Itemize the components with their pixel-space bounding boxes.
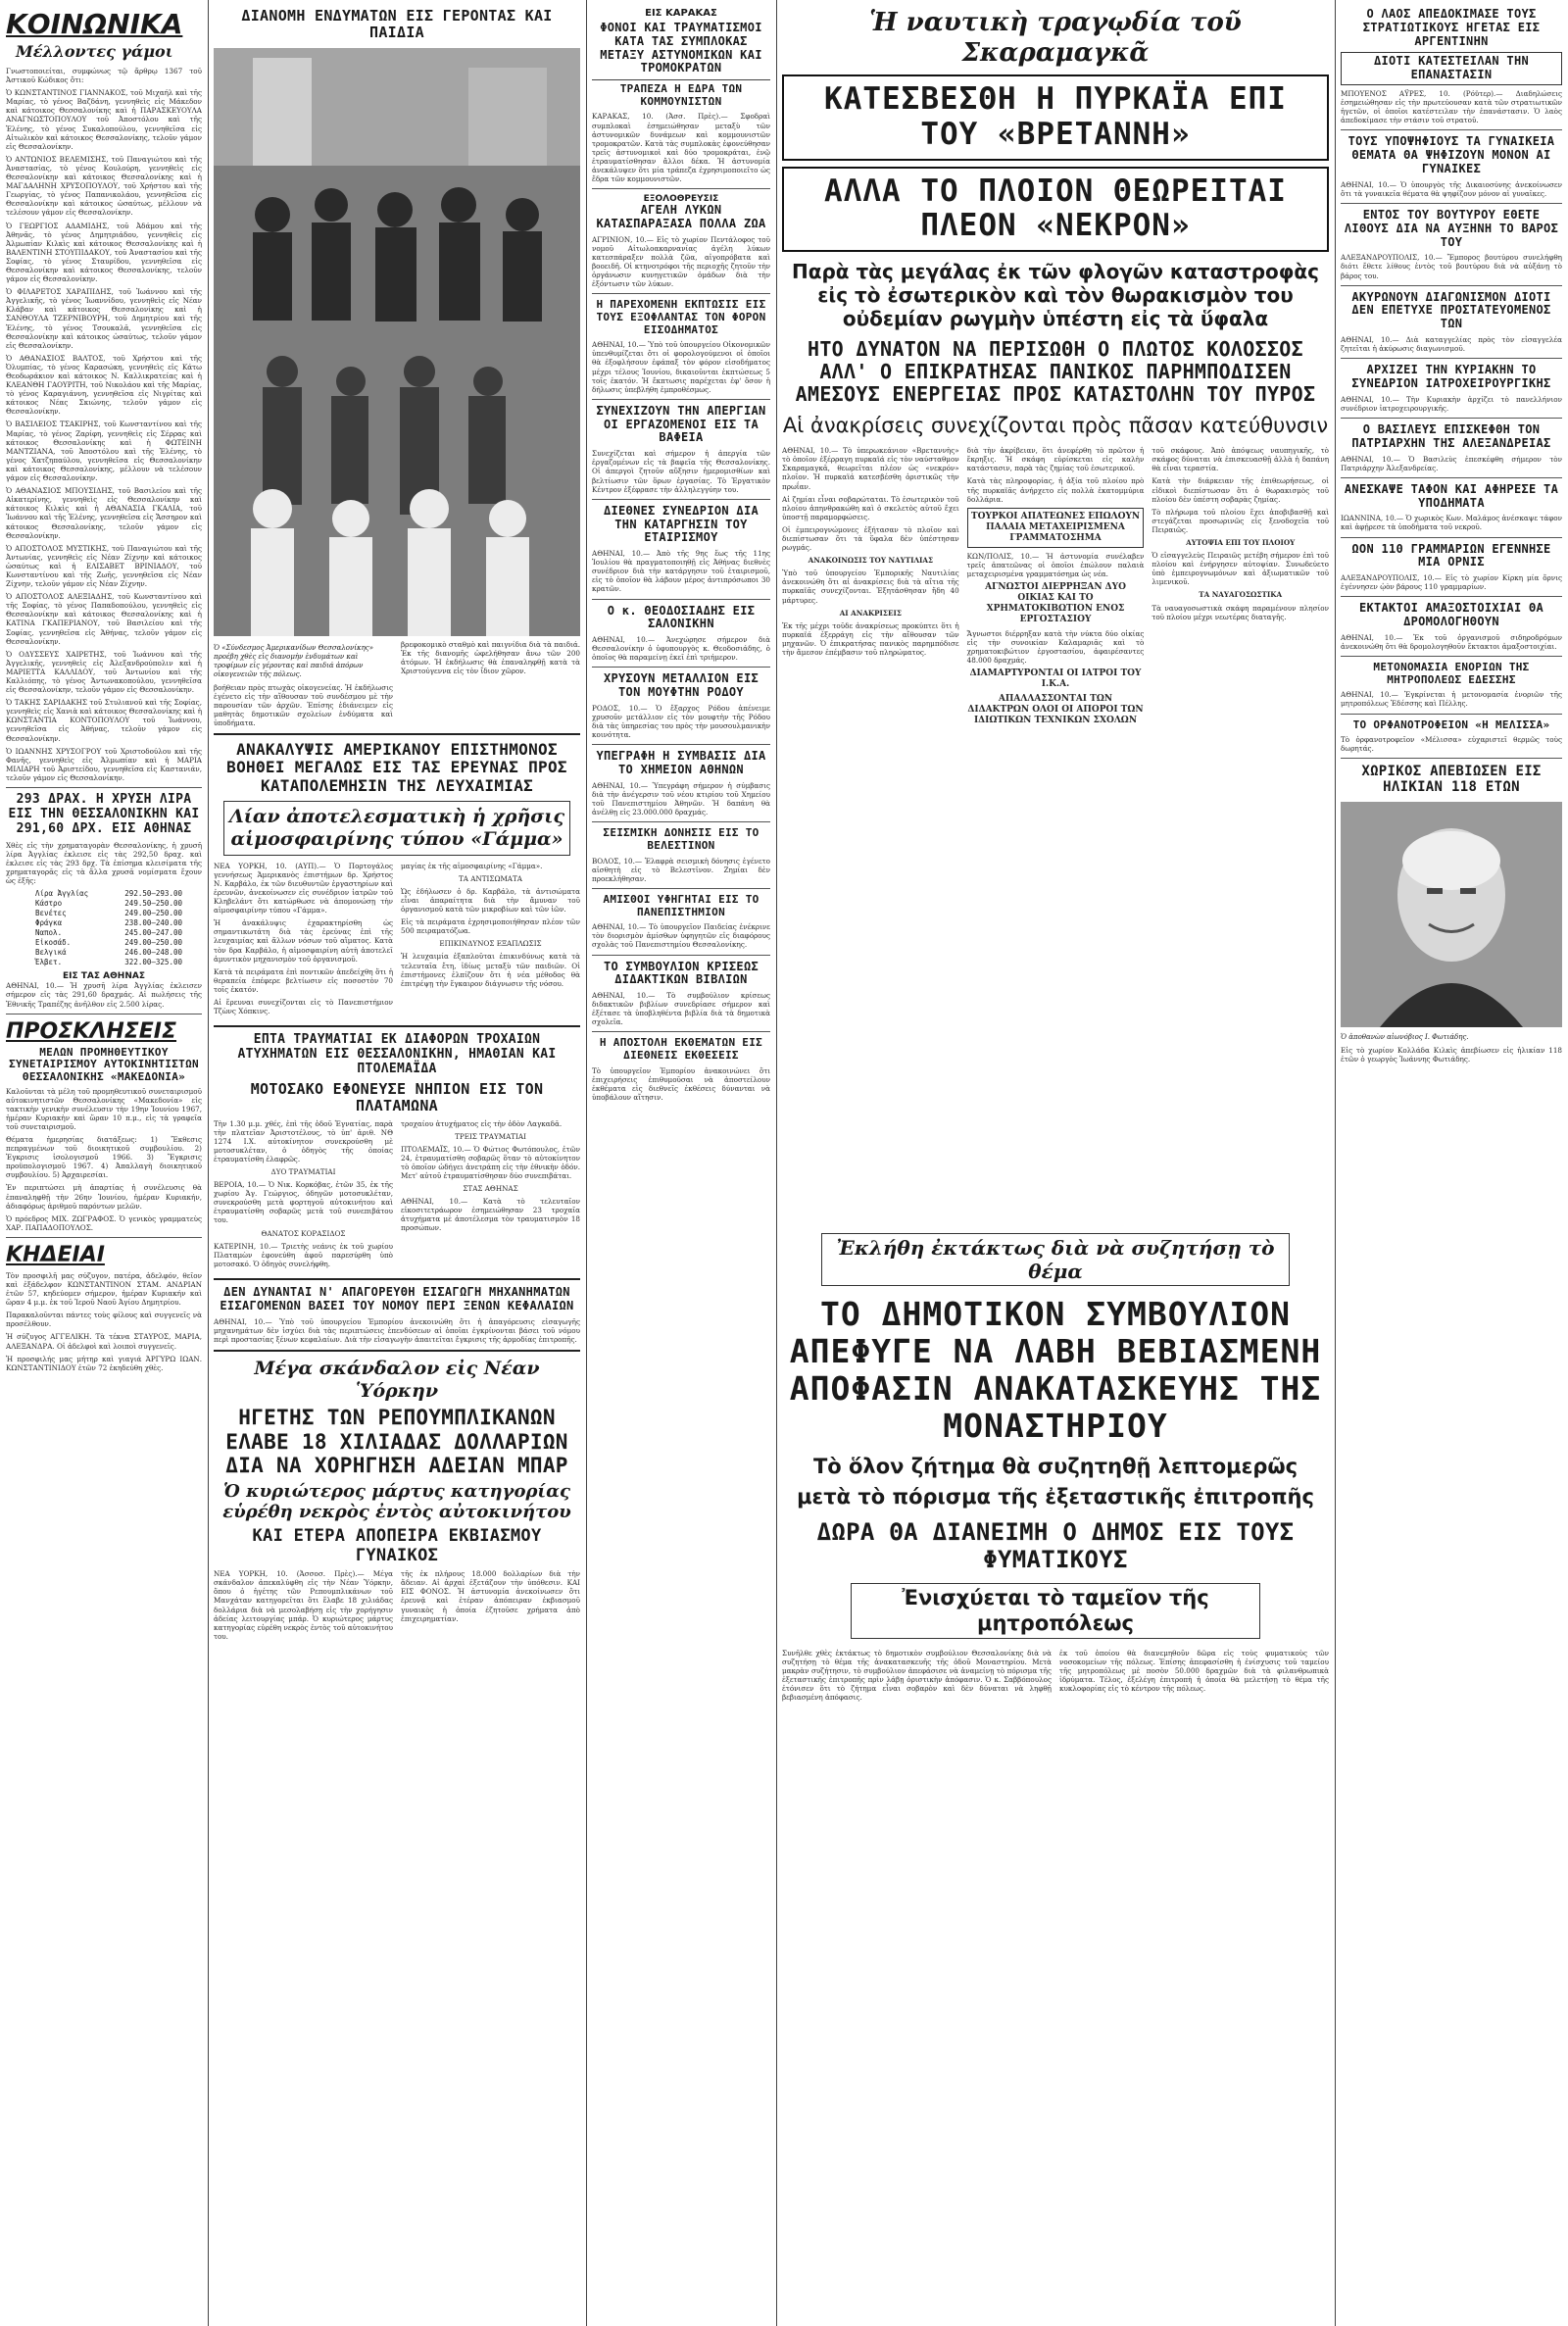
council-subtitle-2: μετὰ τὸ πόρισμα τῆς ἐξεταστικῆς ἐπιτροπῆς: [797, 1484, 1314, 1509]
price-row: Εἰκοσάδ. 249.00—250.00: [35, 938, 182, 948]
gold-body: Χθὲς εἰς τὴν χρηματαγορὰν Θεσσαλονίκης, ἡ χρυσῆ λίρα Ἀγγλίας ἐκλεισε εἰς τὰς 292,50 δραχ. καὶ ἐκλεισε εἰς τὰς 293 δρχ. Τὰ ἐπίσημα κλεισίματα τῆς χρηματαγορᾶς εἰς τὰ ἄλλα χρυσᾶ νομίσματα ἔχουν ὡς ἑξῆς:: [6, 840, 202, 886]
leukemia-body-left: ΝΕΑ ΥΟΡΚΗ, 10. (ΑΥΠ).— Ὁ Πορτογάλος γεννήσεως Ἀμερικανὸς ἐπιστήμων δρ. Χρήστος Ν. Καρβάλο, ἐκ τῶν διευθυντῶν ἐργαστηρίων καὶ ἐρευνῶν, ἀνεκοίνωσεν εἰς συνέδριον ἰατρῶν τοῦ Κληβελάντ ὅτι κατώρθωσε νὰ ἀπομονώσῃ τὴν αἱμοσφαιρίνην τύπου «Γάμμα». Ἡ ἀνακάλυψις ἐχαρακτηρίσθη ὡς σημαντικωτάτη διὰ τὰς ἐρεύνας ἐπὶ τῆς λευχαιμίας καὶ ἄλλων νόσων τοῦ αἵματος. Κατὰ τὸν δρα Καρβάλο, ἡ αἱμοσφαιρίνη αὐτὴ ἀποτελεῖ ἀμυντικὸν μηχανισμὸν τοῦ ὀργανισμοῦ. Κατὰ τὰ πειράματα ἐπὶ ποντικῶν ἀπεδείχθη ὅτι ἡ θεραπεία ἐπέφερε βελτίωσιν εἰς ποσοστὸν 70 τοῖς ἑκατόν. Αἱ ἔρευναι συνεχίζονται εἰς τὸ Πανεπιστήμιον Τζὼνς Χόπκινς.: [214, 861, 393, 1016]
farmer-caption: Ὁ ἀποθανὼν αἰωνόβιος Ι. Φωτιάδης.: [1341, 1032, 1469, 1041]
congress-headline: ΑΡΧΙΖΕΙ ΤΗΝ ΚΥΡΙΑΚΗΝ ΤΟ ΣΥΝΕΔΡΙΟΝ ΙΑΤΡΟΧΕΙΡΟΥΡΓΙΚΗΣ: [1351, 363, 1551, 390]
divider: [592, 293, 770, 294]
caracas-subtitle: ΤΡΑΠΕΖΑ Η ΕΔΡΑ ΤΩΝ ΚΟΜΜΟΥΝΙΣΤΩΝ: [592, 79, 770, 108]
farmer-headline: ΧΩΡΙΚΟΣ ΑΠΕΒΙΩΣΕΝ ΕΙΣ ΗΛΙΚΙΑΝ 118 ΕΤΩΝ: [1361, 764, 1542, 796]
attempt-headline: ΚΑΙ ΕΤΕΡΑ ΑΠΟΠΕΙΡΑ ΕΚΒΙΑΣΜΟΥ ΓΥΝΑΙΚΟΣ: [252, 1526, 542, 1565]
moto-headline: ΜΟΤΟΣΑΚΟ ΕΦΟΝΕΥΣΕ ΝΗΠΙΟΝ ΕΙΣ ΤΟΝ ΠΛΑΤΑΜΩΝΑ: [250, 1080, 544, 1115]
divider: [592, 667, 770, 668]
divider: [1341, 656, 1562, 657]
vehicles-headline: ΔΕΝ ΔΥΝΑΝΤΑΙ Ν' ΑΠΑΓΟΡΕΥΘΗ ΕΙΣΑΓΩΓΗ ΜΗΧΑΝΗΜΑΤΩΝ ΕΙΣΑΓΟΜΕΝΩΝ ΒΑΣΕΙ ΤΟΥ ΝΟΜΟΥ ΠΕΡΙ ΞΕΝΩΝ ΚΕΦΑΛΑΙΩΝ: [220, 1284, 574, 1312]
accidents-headline: ΕΠΤΑ ΤΡΑΥΜΑΤΙΑΙ ΕΚ ΔΙΑΦΟΡΩΝ ΤΡΟΧΑΙΩΝ ΑΤΥΧΗΜΑΤΩΝ ΕΙΣ ΘΕΣΣΑΛΟΝΙΚΗΝ, ΗΜΑΘΙΑΝ ΚΑΙ ΠΤΟΛΕΜΑΪΔΑ: [237, 1032, 557, 1077]
theodosiadis-body: ΑΘΗΝΑΙ, 10.— Ἀνεχώρησε σήμερον διὰ Θεσσαλονίκην ὁ ὑφυπουργὸς κ. Θεοδοσιάδης, ὁ ὁποῖος θὰ παραμείνῃ ἐκεῖ ἐπὶ τριήμερον.: [592, 635, 770, 663]
divider: [592, 744, 770, 745]
divider: [6, 1014, 202, 1015]
divider: [214, 1025, 580, 1027]
council-headline: ΤΟ ΔΗΜΟΤΙΚΟΝ ΣΥΜΒΟΥΛΙΟΝ ΑΠΕΦΥΓΕ ΝΑ ΛΑΒΗ ΒΕΒΙΑΣΜΕΝΗ ΑΠΟΦΑΣΙΝ ΑΝΑΚΑΤΑΣΚΕΥΗΣ ΤΗΣ ΜΟΝΑΣΤΗΡΙΟΥ: [789, 1295, 1322, 1445]
butter-body: ΑΛΕΞΑΝΔΡΟΥΠΟΛΙΣ, 10.— Ἔμπορος βουτύρου συνελήφθη διότι ἔθετε λίθους ἐντὸς τοῦ βουτύρου διὰ νὰ αὐξάνῃ τὸ βάρος του.: [1341, 253, 1562, 280]
section-title-funerals: ΚΗΔΕΙΑΙ: [6, 1242, 105, 1267]
council-story: [782, 1233, 1329, 1702]
leukemia-subtitle: Λίαν ἀποτελεσματικὴ ἡ χρῆσις αἱμοσφαιρίνης τύπου «Γάμμα»: [223, 801, 570, 856]
section-title-invitations: ΠΡΟΣΚΛΗΣΕΙΣ: [6, 1018, 177, 1044]
argentina-body: ΜΠΟΥΕΝΟΣ ΑΫΡΕΣ, 10. (Ρόϋτερ).— Διαδηλώσεις ἐσημειώθησαν εἰς τὴν πρωτεύουσαν κατὰ τῶν στρατιωτικῶν ἡγετῶν, οἱ ὁποῖοι κατέστειλαν τὴν ἐπανάστασιν. Ὁ λαὸς ἀπεδοκίμασε τὴν στάσιν τοῦ στρατοῦ.: [1341, 88, 1562, 125]
scandal-body-right: τῆς ἐκ πλήρους 18.000 δολλαρίων διὰ τὴν ἄδειαν. Αἱ ἀρχαὶ ἐξετάζουν τὴν ὑπόθεσιν. ΚΑΙ ΕΙΣ ΦΟΝΟΣ. Ἡ ἀστυνομία ἀνεκοίνωσεν ὅτι ἐρευνᾷ καὶ ἑτέραν ἀπόπειραν ἐκβιασμοῦ γυναικὸς ἡ ὁποία ἐζητοῦσε χρήματα ἀπὸ ἐπιχειρηματίαν.: [401, 1569, 580, 1623]
main-headline-2: ΑΛΛΑ ΤΟ ΠΛΟΙΟΝ ΘΕΩΡΕΙΤΑΙ ΠΛΕΟΝ «ΝΕΚΡΟΝ»: [824, 173, 1287, 244]
rabies-body: ΑΘΗΝΑΙ, 10.— Ἀπὸ τῆς 9ης ἕως τῆς 11ης Ἰουλίου θὰ πραγματοποιηθῇ εἰς Ἀθήνας διεθνὲς συνέδριον διὰ τὴν κατάργησιν τοῦ ἑταιρισμοῦ, εἰς τὸ ὁποῖον θὰ λάβουν μέρος ἀντιπρόσωποι 30 κρατῶν.: [592, 549, 770, 594]
funerals-body: Τὸν προσφιλῆ μας σύζυγον, πατέρα, ἀδελφόν, θεῖον καὶ ἐξάδελφον ΚΩΝΣΤΑΝΤΙΝΟΝ ΣΤΑΜ. ΑΝΔΡΙΑΝ ἐτῶν 57, κηδεύομεν σήμερον, ἡμέραν Κυριακήν καὶ ὥραν 4 μ.μ. ἐκ τοῦ Ἱεροῦ Ναοῦ Ἁγίου Δημητρίου. Παρακαλοῦνται πάντες τοὺς φίλους καὶ συγγενεῖς νὰ προσέλθουν. Ἡ σύζυγος ΑΓΓΕΛΙΚΗ. Τὰ τέκνα ΣΤΑΥΡΟΣ, ΜΑΡΙΑ, ΑΛΕΞΑΝΔΡΑ. Οἱ ἀδελφοὶ καὶ λοιποὶ συγγενεῖς. Ἡ προσφιλής μας μήτηρ καὶ γιαγιά ἈΡΓΥΡΩ ΙΩΑΝ. ΚΩΝΣΤΑΝΤΙΝΙΔΟΥ ἐτῶν 72 ἐκηδεύθη χθὲς.: [6, 1270, 202, 1372]
divider: [592, 188, 770, 189]
main-headline-3: ΗΤΟ ΔΥΝΑΤΟΝ ΝΑ ΠΕΡΙΣΩΘΗ Ο ΠΛΩΤΟΣ ΚΟΛΟΣΣΟΣ ΑΛΛ' Ο ΕΠΙΚΡΑΤΗΣΑΣ ΠΑΝΙΚΟΣ ΠΑΡΗΜΠΟΔΙΣΕΝ ΑΜΕΣΟΥΣ ΕΝΕΡΓΕΙΑΣ ΠΡΟΣ ΚΑΤΑΣΤΟΛΗΝ ΤΟΥ ΠΥΡΟΣ: [795, 336, 1316, 406]
theodosiadis-headline: Ο κ. ΘΕΟΔΟΣΙΑΔΗΣ ΕΙΣ ΣΑΛΟΝΙΚΗΝ: [607, 603, 756, 631]
divider: [1341, 129, 1562, 130]
council-kicker: Ἐκλήθη ἐκτάκτως διὰ νὰ συζητήσῃ τὸ θέμα: [821, 1233, 1290, 1286]
scandal-text: [214, 1569, 580, 1641]
divider: [592, 888, 770, 889]
athens-subtitle: ΕΙΣ ΤΑΣ ΑΘΗΝΑΣ: [63, 971, 145, 982]
strikes-body: Συνεχίζεται καὶ σήμερον ἡ ἀπεργία τῶν ἐργαζομένων εἰς τὰ βαφεῖα τῆς Θεσσαλονίκης. Οἱ ἀπεργοὶ ζητοῦν αὔξησιν ἡμερομισθίων καὶ βελτίωσιν τῶν ὅρων ἐργασίας. Τὸ Ἐργατικὸν Κέντρον ἐξέφρασε τὴν ἀλληλεγγύην του.: [592, 449, 770, 494]
main-body-col-b: διὰ τὴν ἀκρίβειαν, ὅτι ἀνεφέρθη τὸ πρῶτον ἡ ἔκρηξις. Ἡ σκάφη εὑρίσκεται εἰς καλὴν κατάστασιν, παρὰ τὰς ζημίας τοῦ ἐσωτερικοῦ. Κατὰ τὰς πληροφορίας, ἡ ἀξία τοῦ πλοίου πρὸ τῆς πυρκαϊᾶς ἀνήρχετο εἰς πολλὰ ἑκατομμύρια δολλάρια. ΤΟΥΡΚΟΙ ΑΠΑΤΕΩΝΕΣ ΕΠΩΛΟΥΝ ΠΑΛΑΙΑ ΜΕΤΑΧΕΙΡΙΣΜΕΝΑ ΓΡΑΜΜΑΤΟΣΗΜΑ ΚΩΝ/ΠΟΛΙΣ, 10.— Ἡ ἀστυνομία συνέλαβεν τρεῖς ἀπατεῶνας οἱ ὁποῖοι ἐπώλουν παλαιὰ μεταχειρισμένα γραμματόσημα ὡς νέα. ΑΓΝΩΣΤΟΙ ΔΙΕΡΡΗΞΑΝ ΔΥΟ ΟΙΚΙΑΣ ΚΑΙ ΤΟ ΧΡΗΜΑΤΟΚΙΒΩΤΙΟΝ ΕΝΟΣ ΕΡΓΟΣΤΑΣΙΟΥ Ἄγνωστοι διέρρηξαν κατὰ τὴν νύκτα δύο οἰκίας εἰς τὴν συνοικίαν Καλαμαριᾶς καὶ τὸ χρηματοκιβώτιον ἐργοστασίου, ἀφαιρέσαντες 48.000 δραχμάς. ΔΙΑΜΑΡΤΥΡΟΝΤΑΙ ΟΙ ΙΑΤΡΟΙ ΤΟΥ Ι.Κ.Α. ΑΠΑΛΛΑΣΣΟΝΤΑΙ ΤΩΝ ΔΙΔΑΚΤΡΩΝ ΟΛΟΙ ΟΙ ΑΠΟΡΟΙ ΤΩΝ ΙΔΙΩΤΙΚΩΝ ΤΕΧΝΙΚΩΝ ΣΧΟΛΩΝ: [966, 446, 1145, 726]
wolves-kicker: ΕΞΟΛΟΘΡΕΥΣΙΣ: [643, 194, 719, 205]
main-headline-1: ΚΑΤΕΣΒΕΣΘΗ Η ΠΥΡΚΑΪΑ ΕΠΙ ΤΟΥ «ΒΡΕΤΑΝΝΗ»: [824, 81, 1287, 153]
scandal-subtitle: Μέγα σκάνδαλον εἰς Νέαν Ὑόρκην: [254, 1357, 540, 1402]
divider: [1341, 714, 1562, 715]
athens-body: ΑΘΗΝΑΙ, 10.— Ἡ χρυσῆ λίρα Ἀγγλίας ἐκλεισεν σήμερον εἰς τὰς 291,60 δραχμάς. Αἱ πωλήσεις τῆς Ἐθνικῆς Τραπέζης ἀνῆλθον εἰς 2.500 λίρας.: [6, 981, 202, 1009]
distribution-body-left: βοήθειαν πρὸς πτωχὰς οἰκογενείας. Ἡ ἐκδήλωσις ἐγένετο εἰς τὴν αἴθουσαν τοῦ συνδέσμου μὲ τὴν παρουσίαν τῶν ἀρχῶν. Ἐπίσης ἐδιάνειμεν εἰς μαθητὰς δημοτικῶν σχολείων ἐνδύματα καὶ ὑποδήματα.: [214, 682, 393, 727]
quake-body: ΒΟΛΟΣ, 10.— Ἐλαφρὰ σεισμικὴ δόνησις ἐγένετο αἰσθητὴ εἰς τὸ Βελεστῖνον. Ζημίαι δὲν προεκλήθησαν.: [592, 856, 770, 883]
tax-headline: Η ΠΑΡΕΧΟΜΕΝΗ ΕΚΠΤΩΣΙΣ ΕΙΣ ΤΟΥΣ ΕΞΟΦΛΑΝΤΑΣ ΤΟΝ ΦΟΡΟΝ ΕΙΣΟΔΗΜΑΤΟΣ: [596, 298, 766, 336]
divider: [1341, 285, 1562, 286]
section-title-social: ΚΟΙΝΩΝΙΚΑ: [6, 8, 183, 40]
main-subtitle-2: Αἱ ἀνακρίσεις συνεχίζονται πρὸς πᾶσαν κατεύθυνσιν: [782, 413, 1329, 437]
women-body: ΑΘΗΝΑΙ, 10.— Ὁ ὑπουργὸς τῆς Δικαιοσύνης ἀνεκοίνωσεν ὅτι τὰ γυναικεῖα θέματα θὰ ψηφίζουν μόνον αἱ γυναῖκες.: [1341, 179, 1562, 198]
melissa-headline: ΤΟ ΟΡΦΑΝΟΤΡΟΦΕΙΟΝ «Η ΜΕΛΙΣΣΑ»: [1352, 718, 1550, 731]
photo-elderly-man-image: [1341, 802, 1562, 1027]
photo-distribution: [214, 48, 580, 636]
divider: [214, 1350, 580, 1352]
quake-headline: ΣΕΙΣΜΙΚΗ ΔΟΝΗΣΙΣ ΕΙΣ ΤΟ ΒΕΛΕΣΤΙΝΟΝ: [603, 826, 760, 853]
chemistry-headline: ΥΠΕΓΡΑΦΗ Η ΣΥΜΒΑΣΙΣ ΔΙΑ ΤΟ ΧΗΜΕΙΟΝ ΑΘΗΝΩΝ: [596, 749, 766, 777]
king-body: ΑΘΗΝΑΙ, 10.— Ὁ Βασιλεὺς ἐπεσκέφθη σήμερον τὸν Πατριάρχην Ἀλεξανδρείας.: [1341, 454, 1562, 472]
medal-body: ΡΟΔΟΣ, 10.— Ὁ ἔξαρχος Ρόδου ἀπένειμε χρυσοῦν μετάλλιον εἰς τὸν μουφτὴν τῆς Ρόδου διὰ τὰς ὑπηρεσίας του πρὸς τὴν μουσουλμανικὴν κοινότητα.: [592, 704, 770, 740]
price-row: Κάστρο 249.50—250.00: [35, 899, 182, 909]
weddings-subtitle: Μέλλοντες γάμοι: [16, 42, 173, 61]
column-rule: [1335, 0, 1336, 2326]
column-social: [6, 8, 202, 2321]
distribution-headline: ΔΙΑΝΟΜΗ ΕΝΔΥΜΑΤΩΝ ΕΙΣ ΓΕΡΟΝΤΑΣ ΚΑΙ ΠΑΙΔΙΑ: [241, 8, 553, 42]
farmer-body: Εἰς τὸ χωρίον Κολλάδα Κιλκὶς ἀπεβίωσεν εἰς ἡλικίαν 118 ἐτῶν ὁ γεωργὸς Ἰωάννης Φωτιάδης.: [1341, 1045, 1562, 1064]
caracas-kicker: ΕΙΣ ΚΑΡΑΚΑΣ: [645, 8, 717, 19]
accidents-body-right: τροχαίου ἀτυχήματος εἰς τὴν ὁδὸν Λαγκαδᾶ. ΤΡΕΙΣ ΤΡΑΥΜΑΤΙΑΙ ΠΤΟΛΕΜΑΪΣ, 10.— Ὁ Φώτιος Φωτόπουλος, ἐτῶν 24, ἐτραυματίσθη σοβαρῶς ὅταν τὸ αὐτοκίνητον τὸ ὁποῖον ὡδήγει ἀνετράπη εἰς τὴν ἐθνικὴν ὁδόν. Μετ' αὐτοῦ ἐτραυματίσθησαν δύο συνεπιβάται. ΣΤΑΣ ΑΘΗΝΑΣ ΑΘΗΝΑΙ, 10.— Κατὰ τὸ τελευταῖον εἰκοσιτετράωρον ἐσημειώθησαν 23 τροχαῖα ἀτυχήματα μὲ ἀποτέλεσμα τὸν τραυματισμὸν 18 προσώπων.: [401, 1118, 580, 1233]
divider: [1341, 537, 1562, 538]
price-row: Βελγικά 246.00—248.00: [35, 948, 182, 958]
divider: [592, 1031, 770, 1032]
melissa-body: Τὸ ὀρφανοτροφεῖον «Μέλισσα» εὐχαριστεῖ θερμῶς τοὺς δωρητάς.: [1341, 735, 1562, 754]
grave-body: ΙΩΑΝΝΙΝΑ, 10.— Ὁ χωρικὸς Κων. Μαλάμος ἀνέσκαψε τάφον καὶ ἀφῄρεσε τὰ ὑποδήματα τοῦ νεκροῦ.: [1341, 514, 1562, 532]
books-body: ΑΘΗΝΑΙ, 10.— Τὸ συμβούλιον κρίσεως διδακτικῶν βιβλίων συνεδρίασε σήμερον καὶ ἐξέτασε τὰ ὑποβληθέντα βιβλία διὰ τὰ δημοτικὰ σχολεῖα.: [592, 991, 770, 1027]
divider: [1341, 477, 1562, 478]
contest-body: ΑΘΗΝΑΙ, 10.— Διὰ καταγγελίας πρὸς τὸν εἰσαγγελέα ζητεῖται ἡ ἀκύρωσις διαγωνισμοῦ.: [1341, 335, 1562, 354]
council-text: [782, 1649, 1329, 1703]
main-body-columns: [782, 446, 1329, 730]
university-body: ΑΘΗΝΑΙ, 10.— Τὸ ὑπουργεῖον Παιδείας ἐνέκρινε τὸν διορισμὸν ἀμίσθων ὑφηγητῶν εἰς διαφόρους σχολὰς τοῦ Πανεπιστημίου Θεσσαλονίκης.: [592, 922, 770, 950]
price-row: Λίρα Ἀγγλίας 292.50—293.00: [35, 889, 182, 899]
council-headline-2: ΔΩΡΑ ΘΑ ΔΙΑΝΕΙΜΗ Ο ΔΗΜΟΣ ΕΙΣ ΤΟΥΣ ΦΥΜΑΤΙΚΟΥΣ: [816, 1518, 1295, 1573]
wolves-headline: ΑΓΕΛΗ ΛΥΚΩΝ ΚΑΤΑΣΠΑΡΑΞΑΣΑ ΠΟΛΛΑ ΖΩΑ: [596, 203, 766, 231]
photo-caption: Ὁ «Σύνδεσμος Ἀμερικανίδων Θεσσαλονίκης» προέβη χθὲς εἰς διανομὴν ἐνδυμάτων καὶ τροφίμων εἰς γέροντας καὶ παιδιά ἀπόρων οἰκογενειῶν τῆς πόλεως.: [214, 643, 373, 678]
divider: [6, 1237, 202, 1238]
column-news-2: [214, 8, 580, 2321]
council-subtitle-1: Τὸ ὅλον ζήτημα θὰ συζητηθῇ λεπτομερῶς: [812, 1454, 1298, 1478]
divider: [1341, 203, 1562, 204]
divider: [592, 955, 770, 956]
chemistry-body: ΑΘΗΝΑΙ, 10.— Ὑπεγράφη σήμερον ἡ σύμβασις διὰ τὴν ἀνέγερσιν τοῦ νέου κτιρίου τοῦ Χημείου τοῦ Πανεπιστημίου Ἀθηνῶν. Ἡ δαπάνη θὰ ἀνέλθῃ εἰς 23.000.000 δραχμάς.: [592, 781, 770, 817]
wolves-body: ΑΓΡΙΝΙΟΝ, 10.— Εἰς τὸ χωρίον Πεντάλοφος τοῦ νομοῦ Αἰτωλοακαρνανίας ἀγέλη λύκων κατεσπάραξεν πολλὰ ζῶα, αἰγοπρόβατα καὶ βοοειδῆ. Οἱ κτηνοτρόφοι τῆς περιοχῆς ζητοῦν τὴν ὀργάνωσιν κυνηγετικῶν ὁμάδων διὰ τὴν ἐξόντωσιν τῶν λύκων.: [592, 234, 770, 289]
column-rule: [586, 0, 587, 2326]
fair-headline: Η ΑΠΟΣΤΟΛΗ ΕΚΘΕΜΑΤΩΝ ΕΙΣ ΔΙΕΘΝΕΙΣ ΕΚΘΕΣΕΙΣ: [599, 1036, 763, 1063]
leukemia-body-right: μαγίας ἐκ τῆς αἱμοσφαιρίνης «Γάμμα». ΤΑ ΑΝΤΙΣΩΜΑΤΑ Ὡς ἐδήλωσεν ὁ δρ. Καρβάλο, τὰ ἀντισώματα εἶναι ἀπαραίτητα διὰ τὴν ἄμυναν τοῦ ὀργανισμοῦ κατὰ τῶν μικροβίων καὶ τῶν ἰῶν. Εἰς τὰ πειράματα ἐχρησιμοποιήθησαν πλέον τῶν 500 πειραματόζωα. ΕΠΙΚΙΝΔΥΝΟΣ ΕΞΑΠΛΩΣΙΣ Ἡ λευχαιμία ἐξαπλοῦται ἐπικινδύνως κατὰ τὰ τελευταῖα ἔτη, ἰδίως μεταξὺ τῶν παιδιῶν. Οἱ ἐπιστήμονες ἐλπίζουν ὅτι ἡ νέα μέθοδος θὰ ἐπιτρέψῃ τὴν ἔγκαιρον διάγνωσιν τῆς νόσου.: [401, 861, 580, 988]
egg-body: ΑΛΕΞΑΝΔΡΟΥΠΟΛΙΣ, 10.— Εἰς τὸ χωρίον Κίρκη μία ὄρνις ἐγέννησεν ᾠὸν βάρους 110 γραμμαρίων.: [1341, 573, 1562, 592]
contest-headline: ΑΚΥΡΩΝΟΥΝ ΔΙΑΓΩΝΙΣΜΟΝ ΔΙΟΤΙ ΔΕΝ ΕΠΕΤΥΧΕ ΠΡΟΣΤΑΤΕΥΟΜΕΝΟΣ ΤΩΝ: [1351, 289, 1551, 331]
university-headline: ΑΜΙΣΘΟΙ ΥΦΗΓΗΤΑΙ ΕΙΣ ΤΟ ΠΑΝΕΠΙΣΤΗΜΙΟΝ: [603, 892, 760, 918]
main-subtitle-1: Παρὰ τὰς μεγάλας ἐκ τῶν φλογῶν καταστροφὰς εἰς τὸ ἐσωτερικὸν καὶ τὸν θωρακισμὸν του οὐδεμίαν ρωγμὴν ὑπέστη εἰς τὰ ὕφαλα: [791, 259, 1319, 330]
tax-body: ΑΘΗΝΑΙ, 10.— Ὑπὸ τοῦ ὑπουργείου Οἰκονομικῶν ὑπενθυμίζεται ὅτι οἱ φορολογούμενοι οἱ ὁποῖοι θὰ ἐξοφλήσουν ἐφάπαξ τὸν φόρον εἰσοδήματος μέχρι τέλους Ἰουνίου, δικαιοῦνται ἐκπτώσεως 5 τοῖς ἑκατόν. Ἡ ἔκπτωσις παρέχεται ἐφ' ὅσον ἡ δήλωσις ὑπεβλήθη ἐμπροθέσμως.: [592, 340, 770, 394]
congress-body: ΑΘΗΝΑΙ, 10.— Τὴν Κυριακὴν ἀρχίζει τὸ πανελλήνιον συνέδριον ἰατροχειρουργικῆς.: [1341, 394, 1562, 413]
couriers-body: ΑΘΗΝΑΙ, 10.— Ἐκ τοῦ ὀργανισμοῦ σιδηροδρόμων ἀνεκοινώθη ὅτι θὰ δρομολογηθοῦν ἔκτακτοι ἀμαξοστοιχίαι.: [1341, 632, 1562, 651]
column-news-3: [592, 8, 770, 2321]
main-kicker: Ἡ ναυτικὴ τραγῳδία τοῦ Σκαραμαγκᾶ: [869, 8, 1242, 69]
butter-headline: ΕΝΤΟΣ ΤΟΥ ΒΟΥΤΥΡΟΥ ΕΘΕΤΕ ΛΙΘΟΥΣ ΔΙΑ ΝΑ ΑΥΞΗΝΗ ΤΟ ΒΑΡΟΣ ΤΟΥ: [1344, 207, 1559, 249]
main-headline-box: [782, 74, 1329, 160]
council-body-b: ἐκ τοῦ ὁποίου θὰ διανεμηθοῦν δῶρα εἰς τοὺς φυματικοὺς τῶν νοσοκομείων τῆς πόλεως. Ἐπίσης ἀπεφασίσθη ἡ ἐνίσχυσις τοῦ ταμείου τῆς μητροπόλεως μὲ ποσὸν 50.000 δραχμῶν διὰ τὰ φιλανθρωπικὰ ἱδρύματα. Τέλος, ἐξελέγη ἐπιτροπὴ ἡ ὁποία θὰ μελετήσῃ τὸ θέμα τῆς κυκλοφορίας εἰς τὸ κέντρον τῆς πόλεως.: [1059, 1648, 1329, 1694]
argentina-subtitle: ΔΙΟΤΙ ΚΑΤΕΣΤΕΙΛΑΝ ΤΗΝ ΕΠΑΝΑΣΤΑΣΙΝ: [1341, 52, 1562, 85]
price-row: Ναπολ. 245.00—247.00: [35, 928, 182, 938]
strikes-headline: ΣΥΝΕΧΙΖΟΥΝ ΤΗΝ ΑΠΕΡΓΙΑΝ ΟΙ ΕΡΓΑΖΟΜΕΝΟΙ ΕΙΣ ΤΑ ΒΑΦΕΙΑ: [596, 403, 766, 445]
books-headline: ΤΟ ΣΥΜΒΟΥΛΙΟΝ ΚΡΙΣΕΩΣ ΔΙΔΑΚΤΙΚΩΝ ΒΙΒΛΙΩΝ: [603, 959, 760, 987]
photo-distribution-image: [214, 48, 580, 636]
divider: [214, 1278, 580, 1280]
king-headline: Ο ΒΑΣΙΛΕΥΣ ΕΠΙΣΚΕΦΘΗ ΤΟΝ ΠΑΤΡΙΑΡΧΗΝ ΤΗΣ ΑΛΕΞΑΝΔΡΕΙΑΣ: [1351, 421, 1551, 450]
divider: [214, 733, 580, 735]
invitations-subtitle: ΜΕΛΩΝ ΠΡΟΜΗΘΕΥΤΙΚΟΥ ΣΥΝΕΤΑΙΡΙΣΜΟΥ ΑΥΤΟΚΙΝΗΤΙΣΤΩΝ ΘΕΣΣΑΛΟΝΙΚΗΣ «ΜΑΚΕΔΟΝΙΑ»: [9, 1045, 199, 1083]
divider: [6, 787, 202, 788]
column-news-5: [1341, 8, 1562, 2321]
caracas-headline: ΦΟΝΟΙ ΚΑΙ ΤΡΑΥΜΑΤΙΣΜΟΙ ΚΑΤΑ ΤΑΣ ΣΥΜΠΛΟΚΑΣ ΜΕΤΑΞΥ ΑΣΤΥΝΟΜΙΚΩΝ ΚΑΙ ΤΡΟΜΟΚΡΑΤΩΝ: [600, 21, 762, 75]
column-rule: [776, 0, 777, 2326]
price-row: Βενέτες 249.00—250.00: [35, 909, 182, 918]
divider: [1341, 758, 1562, 759]
grave-headline: ΑΝΕΣΚΑΨΕ ΤΑΦΟΝ ΚΑΙ ΑΦΗΡΕΣΕ ΤΑ ΥΠΟΔΗΜΑΤΑ: [1344, 481, 1559, 510]
photo-elderly-man: [1341, 802, 1562, 1027]
egg-headline: ΩΟΝ 110 ΓΡΑΜΜΑΡΙΩΝ ΕΓΕΝΝΗΣΕ ΜΙΑ ΟΡΝΙΣ: [1351, 541, 1551, 569]
main-headline-box-2: [782, 167, 1329, 252]
leukemia-text: [214, 862, 580, 1020]
distribution-body-right: βρεφοκομικὸ σταθμὸ καὶ παιγνίδια διὰ τὰ παιδιά. Ἐκ τῆς διανομῆς ὠφελήθησαν ἄνω τῶν 200 ἀτόμων. Ἡ ἐκδήλωσις θὰ ἐπαναληφθῇ κατὰ τὰ Χριστούγεννα εἰς τὸν ἴδιον χῶρον.: [401, 639, 580, 675]
rabies-headline: ΔΙΕΘΝΕΣ ΣΥΝΕΔΡΙΟΝ ΔΙΑ ΤΗΝ ΚΑΤΑΡΓΗΣΙΝ ΤΟΥ ΕΤΑΙΡΙΣΜΟΥ: [603, 503, 760, 545]
witness-subtitle: Ὁ κυριώτερος μάρτυς κατηγορίας εὑρέθη νεκρὸς ἐντὸς αὐτοκινήτου: [222, 1480, 571, 1523]
price-row: Ἑλβετ. 322.00—325.00: [35, 958, 182, 967]
divider: [592, 821, 770, 822]
parish-headline: ΜΕΤΟΝΟΜΑΣΙΑ ΕΝΟΡΙΩΝ ΤΗΣ ΜΗΤΡΟΠΟΛΕΩΣ ΕΔΕΣΣΗΣ: [1373, 661, 1530, 686]
divider: [592, 599, 770, 600]
vehicles-body: ΑΘΗΝΑΙ, 10.— Ὑπὸ τοῦ ὑπουργείου Ἐμπορίου ἀνεκοινώθη ὅτι ἡ ἀπαγόρευσις εἰσαγωγῆς μηχανημάτων δὲν ἰσχύει διὰ τὰς περιπτώσεις ἐπενδύσεων αἱ ὁποῖαι ἐγκρίνονται βάσει τοῦ νόμου περὶ προστασίας ξένων κεφαλαίων. Διὰ τὴν εἰσαγωγὴν ἀπαιτεῖται ἔγκρισις τῆς ἁρμοδίας ἐπιτροπῆς.: [214, 1316, 580, 1344]
scandal-body-left: ΝΕΑ ΥΟΡΚΗ, 10. (Ἀσσοσ. Πρὲς).— Μέγα σκάνδαλον ἀπεκαλύφθη εἰς τὴν Νέαν Ὑόρκην, ὅπου ὁ ἡγέτης τῶν Ρεπουμπλικάνων τοῦ Μανχάταν κατηγορεῖται ὅτι ἔλαβε 18 χιλιάδας δολλάρια διὰ νὰ μεσολαβήσῃ εἰς τὴν χορήγησιν ἀδείας λειτουργίας μπάρ. Ὁ κυριώτερος μάρτυς κατηγορίας εὑρέθη νεκρὸς ἐντὸς τοῦ αὐτοκινήτου του.: [214, 1569, 393, 1641]
divider: [592, 499, 770, 500]
distribution-text: [214, 640, 580, 727]
main-body-col-c: τοῦ σκάφους. Ἀπὸ ἀπόψεως ναυπηγικῆς, τὸ σκάφος δύναται νὰ ἐπισκευασθῇ ἀλλὰ ἡ δαπάνη θὰ εἶναι τεραστία. Κατὰ τὴν διάρκειαν τῆς ἐπιθεωρήσεως, οἱ εἰδικοὶ διεπίστωσαν ὅτι ὁ θωρακισμὸς τοῦ πλοίου δὲν ὑπέστη σοβαρὰς ζημίας. Τὸ πλήρωμα τοῦ πλοίου ἔχει ἀποβιβασθῇ καὶ στεγάζεται προσωρινῶς εἰς ξενοδοχεῖα τοῦ Πειραιῶς. ΑΥΤΟΨΙΑ ΕΠΙ ΤΟΥ ΠΛΟΙΟΥ Ὁ εἰσαγγελεὺς Πειραιῶς μετέβη σήμερον ἐπὶ τοῦ πλοίου καὶ ἐνήργησεν αὐτοψίαν. Συνωδεύετο ὑπὸ ἐμπειρογνωμόνων καὶ ἀξιωματικῶν τοῦ λιμενικοῦ. ΤΑ ΝΑΥΑΓΟΣΩΣΤΙΚΑ Τὰ ναυαγοσωστικὰ σκάφη παραμένουν πλησίον τοῦ πλοίου μέχρι νεωτέρας διαταγῆς.: [1152, 446, 1329, 621]
parish-body: ΑΘΗΝΑΙ, 10.— Ἐγκρίνεται ἡ μετονομασία ἐνοριῶν τῆς μητροπόλεως Ἐδέσσης καὶ Πέλλης.: [1341, 690, 1562, 709]
accidents-text: [214, 1119, 580, 1272]
argentina-headline: Ο ΛΑΟΣ ΑΠΕΔΟΚΙΜΑΣΕ ΤΟΥΣ ΣΤΡΑΤΙΩΤΙΚΟΥΣ ΗΓΕΤΑΣ ΕΙΣ ΑΡΓΕΝΤΙΝΗΝ: [1362, 8, 1541, 48]
main-body-col-a: ΑΘΗΝΑΙ, 10.— Τὸ ὑπερωκεάνιον «Βρεταννὴς» τὸ ὁποῖον ἐξέρραγη πυρκαϊά εἰς τὸν ναύσταθμον Σκαραμαγκᾶ, θεωρεῖται πλέον ὡς «νεκρόν» πλοῖον. Ἡ πυρκαϊά κατεσβέσθη ὁριστικῶς τὴν πρωΐαν. Αἱ ζημίαι εἶναι σοβαρώταται. Τὸ ἐσωτερικὸν τοῦ πλοίου ἀπηνθρακώθη καὶ ὁ σκελετὸς αὐτοῦ ἔχει ὑποστῇ παραμορφώσεις. Οἱ ἐμπειρογνώμονες ἐξήτασαν τὸ πλοῖον καὶ διεπίστωσαν ὅτι τὰ ὕφαλα δὲν ὑπέστησαν ρωγμάς. ΑΝΑΚΟΙΝΩΣΙΣ ΤΟΥ ΝΑΥΤΙΛΙΑΣ Ὑπὸ τοῦ ὑπουργείου Ἐμπορικῆς Ναυτιλίας ἀνεκοινώθη ὅτι αἱ ἀνακρίσεις διὰ τὰ αἴτια τῆς πυρκαϊᾶς συνεχίζονται. Ἐξητάσθησαν ἤδη 40 μάρτυρες. ΑΙ ΑΝΑΚΡΙΣΕΙΣ Ἐκ τῆς μέχρι τοῦδε ἀνακρίσεως προκύπτει ὅτι ἡ πυρκαϊά ἐξερράγη εἰς τὴν αἴθουσαν τῶν μηχανῶν. Ὁ ἐπικρατήσας πανικὸς παρημπόδισε τὴν ἄμεσον ἐπέμβασιν τοῦ πληρώματος.: [782, 446, 959, 657]
price-row: Φράγκα 238.00—240.00: [35, 918, 182, 928]
gold-headline: 293 ΔΡΑΧ. Η ΧΡΥΣΗ ΛΙΡΑ ΕΙΣ ΤΗΝ ΘΕΣΣΑΛΟΝΙΚΗΝ ΚΑΙ 291,60 ΔΡΧ. ΕΙΣ ΑΘΗΝΑΣ: [8, 792, 200, 836]
women-headline: ΤΟΥΣ ΥΠΟΨΗΦΙΟΥΣ ΤΑ ΓΥΝΑΙΚΕΙΑ ΘΕΜΑΤΑ ΘΑ ΨΗΦΙΖΟΥΝ ΜΟΝΟΝ ΑΙ ΓΥΝΑΙΚΕΣ: [1348, 134, 1555, 175]
couriers-headline: ΕΚΤΑΚΤΟΙ ΑΜΑΞΟΣΤΟΙΧΙΑΙ ΘΑ ΔΡΟΜΟΛΟΓΗΘΟΥΝ: [1358, 601, 1544, 629]
divider: [1341, 596, 1562, 597]
accidents-body-left: Τὴν 1.30 μ.μ. χθές, ἐπὶ τῆς ὁδοῦ Ἐγνατίας, παρὰ τὴν πλατεῖαν Ἀριστοτέλους, τὸ ὑπ' ἀριθ. ΝΘ 1274 Ι.Χ. αὐτοκίνητον συνεκρούσθη μὲ μοτοσυκλέταν, ὁ ὁδηγὸς τῆς ὁποίας ἐτραυματίσθη ἐλαφρῶς. ΔΥΟ ΤΡΑΥΜΑΤΙΑΙ ΒΕΡΟΙΑ, 10.— Ὁ Νικ. Κορκόβας, ἐτῶν 35, ἐκ τῆς χωρίου Ἀγ. Γεώργιος, ὁδηγῶν μοτοσυκλέταν, συνεκρούσθη μετὰ φορτηγοῦ αὐτοκινήτου καὶ ἐτραυματίσθη σοβαρῶς μετὰ τοῦ συνεπιβάτου του. ΘΑΝΑΤΟΣ ΚΟΡΑΣΙΔΟΣ ΚΑΤΕΡΙΝΗ, 10.— Τριετὴς νεάνις ἐκ τοῦ χωρίου Πλαταμὼν ἐφονεύθη ἀφοῦ παρεσύρθη ὑπὸ μοτοσακό. Ὁ ὁδηγὸς συνελήφθη.: [214, 1118, 393, 1268]
divider: [1341, 418, 1562, 419]
weddings-body: Γνωστοποιείται, συμφώνως τῷ ἄρθρῳ 1367 τοῦ Ἀστικοῦ Κώδικος ὅτι: Ὁ ΚΩΝΣΤΑΝΤΙΝΟΣ ΓΙΑΝΝΑΚΟΣ, τοῦ Μιχαήλ καὶ τῆς Μαρίας, τὸ γένος Βαζδάνη, γεννηθεὶς εἰς Μάκεδον καὶ κάτοικος Θεσσαλονίκης καὶ ἡ ΠΑΡΑΣΚΕΥΟΥΛΑ ΑΝΑΓΝΩΣΤΟΠΟΥΛΟΥ τοῦ Ἀποστόλου καὶ τῆς Ἑλένης, τὸ γένος Συκαλοπούλου, γεννηθεῖσα εἰς Αἰτωλικὸν καὶ κάτοικος Θεσσαλονίκης, τελοῦν γάμον εἰς Θεσσαλονίκην. Ὁ ΑΝΤΩΝΙΟΣ ΒΕΛΕΜΙΣΗΣ, τοῦ Παναγιώτου καὶ τῆς Ἀναστασίας, τὸ γένος Κουλούρη, γεννηθεὶς εἰς Θεσσαλονίκην καὶ κάτοικος Θεσσαλονίκης καὶ ἡ ΜΑΓΔΑΛΗΝΗ ΧΡΥΣΟΠΟΥΛΟΥ, τοῦ Χρήστου καὶ τῆς Γεωργίας, τὸ γένος Παπανικολάου, γεννηθεῖσα εἰς Θεσσαλονίκην καὶ κάτοικος ὡσαύτως, μέλλουν νὰ τελέσουν γάμον εἰς Θεσσαλονίκην. Ὁ ΓΕΩΡΓΙΟΣ ΑΔΑΜΙΔΗΣ, τοῦ Ἀδάμου καὶ τῆς Ἀθηνᾶς, τὸ γένος Δημητριάδου, γεννηθεὶς εἰς Ἀλμωπίαν Κιλκὶς καὶ κάτοικος Θεσσαλονίκης καὶ ἡ ΒΑΛΕΝΤΙΝΗ ΣΤΟΥΠΙΔΑΚΟΥ, τοῦ Ἀναστασίου καὶ τῆς Σοφίας, τὸ γένος Σταυρίδου, γεννηθεῖσα εἰς Θεσσαλονίκην καὶ κάτοικος Θεσσαλονίκης, τελοῦν γάμον εἰς Θεσσαλονίκην. Ὁ ΦΙΛΑΡΕΤΟΣ ΧΑΡΑΠΙΔΗΣ, τοῦ Ἰωάννου καὶ τῆς Ἀγγελικῆς, τὸ γένος Ἰωαννίδου, γεννηθεὶς εἰς Νέαν Κλάβαν καὶ κάτοικος Θεσσαλονίκης καὶ ἡ ΣΑΝΘΟΥΛΑ ΤΖΕΡΝΙΒΟΥΡΗ, τοῦ Δημητρίου καὶ τῆς Ἑλένης, τὸ γένος Τσουκαλᾶ, γεννηθεῖσα εἰς Θεσσαλονίκην καὶ κάτοικος ὡσαύτως, τελοῦν γάμον εἰς Θεσσαλονίκην. Ὁ ΑΘΑΝΑΣΙΟΣ ΒΑΛΤΟΣ, τοῦ Χρήστου καὶ τῆς Ὀλυμπίας, τὸ γένος Καρασώκη, γεννηθεὶς εἰς Κάτω Θεοδωράκιον καὶ κάτοικος Ν. Καλλικρατείας καὶ ἡ ΚΛΕΑΝΘΗ ΓΑΟΥΡΙΤΗ, τοῦ Νικολάου καὶ τῆς Μαρίας, τὸ γένος Καραγιάννη, γεννηθεῖσα εἰς Νιγρίτας καὶ κάτοικος Νέας Σκιώνης, τελοῦν γάμον εἰς Θεσσαλονίκην. Ὁ ΒΑΣΙΛΕΙΟΣ ΤΣΑΚΙΡΗΣ, τοῦ Κωνσταντίνου καὶ τῆς Μαρίας, τὸ γένος Ζαρίφη, γεννηθεὶς εἰς Σέρρας καὶ κάτοικος Θεσσαλονίκης καὶ ἡ ΦΩΤΕΙΝΗ ΜΑΝΤΖΙΑΝΑ, τοῦ Ἀποστόλου καὶ τῆς Ἑλένης, τὸ γένος Χατζηπαύλου, γεννηθεῖσα εἰς Θεσσαλονίκην καὶ κάτοικος Θεσσαλονίκης, μέλλουν νὰ τελέσουν γάμον εἰς Θεσσαλονίκην. Ὁ ΑΘΑΝΑΣΙΟΣ ΜΠΟΥΣΙΔΗΣ, τοῦ Βασιλείου καὶ τῆς Αἰκατερίνης, γεννηθεὶς εἰς Θεσσαλονίκην καὶ κάτοικος Κιλκὶς καὶ ἡ ΑΘΑΝΑΣΙΑ ΓΚΑΛΙΑ, τοῦ Ἰωάννου καὶ τῆς Ἑλένης, γεννηθεῖσα εἰς Ἄσσηρον καὶ κάτοικος Θεσσαλονίκης, τελοῦν γάμον εἰς Θεσσαλονίκην. Ὁ ΑΠΟΣΤΟΛΟΣ ΜΥΣΤΙΚΗΣ, τοῦ Παναγιώτου καὶ τῆς Ἀντωνίας, γεννηθεὶς εἰς Νέαν Ζίχνην καὶ κάτοικος ὡσαύτως καὶ ἡ ΕΛΙΣΑΒΕΤ ΒΡΙΝΙΑΔΟΥ, τοῦ Κωνσταντίνου καὶ τῆς Ζωῆς, γεννηθεῖσα εἰς Νέαν Ζίχνην, τελοῦν γάμον εἰς Νέαν Ζίχνην. Ὁ ΑΠΟΣΤΟΛΟΣ ΑΛΕΞΙΑΔΗΣ, τοῦ Κωνσταντίνου καὶ τῆς Σοφίας, τὸ γένος Παπαδοπούλου, γεννηθεὶς εἰς Θεσσαλονίκην καὶ κάτοικος Θεσσαλονίκης καὶ ἡ ΚΑΤΙΝΑ ΓΚΑΠΕΡΙΑΝΟΥ, τοῦ Βασιλείου καὶ τῆς Σοφίας, γεννηθεῖσα εἰς Ἀθήνας, τελοῦν γάμον εἰς Θεσσαλονίκην. Ὁ ΟΔΥΣΣΕΥΣ ΧΑΙΡΕΤΗΣ, τοῦ Ἰωάννου καὶ τῆς Ἀγγελικῆς, γεννηθεὶς εἰς Ἀλεξανδρούπολιν καὶ ἡ ΜΑΡΙΕΤΤΑ ΚΑΛΛΙΔΟΥ, τοῦ Ἀντωνίου καὶ τῆς Καλλιόπης, τὸ γένος Ἀντωνακοπούλου, γεννηθεῖσα εἰς Θεσσαλονίκην, τελοῦν γάμον εἰς Θεσσαλονίκην. Ὁ ΤΑΚΗΣ ΣΑΡΙΔΑΚΗΣ τοῦ Στυλιανοῦ καὶ τῆς Σοφίας, γεννηθεὶς εἰς Χανιὰ καὶ κάτοικος Θεσσαλονίκης καὶ ἡ ΚΩΝΣΤΑΝΤΙΑ ΚΟΝΤΟΠΟΥΛΟΥ τοῦ Ἰωάννου, γεννηθεῖσα εἰς Ἀθήνας, τελοῦν γάμον εἰς Θεσσαλονίκην. Ὁ ΙΩΑΝΝΗΣ ΧΡΥΣΟΓΡΟΥ τοῦ Χριστοδούλου καὶ τῆς Φανῆς, γεννηθεὶς εἰς Ἀλμωπίαν καὶ ἡ ΜΑΡΙΑ ΜΙΛΙΑΡΗ τοῦ Ἀριστείδου, γεννηθεῖσα εἰς Καστανιάν, τελοῦν γάμον εἰς Θεσσαλονίκην.: [6, 67, 202, 782]
scandal-headline: ΗΓΕΤΗΣ ΤΩΝ ΡΕΠΟΥΜΠΛΙΚΑΝΩΝ ΕΛΑΒΕ 18 ΧΙΛΙΑΔΑΣ ΔΟΛΛΑΡΙΩΝ ΔΙΑ ΝΑ ΧΟΡΗΓΗΣΗ ΑΔΕΙΑΝ ΜΠΑΡ: [225, 1406, 568, 1477]
medal-headline: ΧΡΥΣΟΥΝ ΜΕΤΑΛΛΙΟΝ ΕΙΣ ΤΟΝ ΜΟΥΦΤΗΝ ΡΟΔΟΥ: [603, 671, 760, 700]
invitations-body: Καλοῦνται τὰ μέλη τοῦ προμηθευτικοῦ συνεταιρισμοῦ αὐτοκινητιστῶν Θεσσαλονίκης «Μακεδονία» εἰς τακτικὴν γενικὴν συνέλευσιν τὴν 19ην Ἰουνίου 1967, ἡμέραν Κυριακὴν καὶ ὥραν 10 π.μ., εἰς τὰ γραφεῖα τοῦ συνεταιρισμοῦ. Θέματα ἡμερησίας διατάξεως: 1) Ἔκθεσις πεπραγμένων τοῦ διοικητικοῦ συμβουλίου. 2) Ἐγκρισις ἰσολογισμοῦ 1966. 3) Ἔγκρισις προϋπολογισμοῦ 1967. 4) Ἀπαλλαγὴ διοικητικοῦ συμβουλίου. 5) Ἀρχαιρεσίαι. Ἐν περιπτώσει μὴ ἀπαρτίας ἡ συνέλευσις θὰ ἐπαναληφθῇ τὴν 26ην Ἰουνίου, ἡμέραν Κυριακήν, ἀδιαφόρως ἀριθμοῦ παρόντων μελῶν. Ὁ πρόεδρος ΜΙΧ. ΖΩΓΡΑΦΟΣ. Ὁ γενικὸς γραμματεὺς ΧΑΡ. ΠΑΠΑΔΟΠΟΥΛΟΣ.: [6, 1086, 202, 1232]
council-body-a: Συνῆλθε χθὲς ἐκτάκτως τὸ δημοτικὸν συμβούλιον Θεσσαλονίκης διὰ νὰ συζητήσῃ τὸ θέμα τῆς ἀνακατασκευῆς τῆς ὁδοῦ Μοναστηρίου. Μετὰ μακρὰν συζήτησιν, τὸ συμβούλιον ἀπεφάσισε νὰ ἀναμείνῃ τὸ πόρισμα τῆς ἐξεταστικῆς ἐπιτροπῆς πρὶν λάβῃ ὁριστικὴν ἀπόφασιν. Ὁ κ. Σαββόπουλος ἐτόνισεν ὅτι τὸ ζήτημα εἶναι σοβαρὸν καὶ δὲν δύναται νὰ ληφθῇ βεβιασμένη ἀπόφασις.: [782, 1648, 1052, 1703]
column-rule: [208, 0, 209, 2326]
divider: [592, 399, 770, 400]
column-main-story: [782, 8, 1329, 2321]
caracas-body: ΚΑΡΑΚΑΣ, 10. (Ἀσσ. Πρὲς).— Σφοδραὶ συμπλοκαὶ ἐσημειώθησαν μεταξὺ τῶν ἀστυνομικῶν δυνάμεων καὶ κομμουνιστῶν τρομοκρατῶν. Κατὰ τὰς συμπλοκὰς ἐφονεύθησαν τρεῖς ἀστυνομικοὶ καὶ δύο τρομοκράται, ἐνῷ ἐτραυματίσθησαν ἄλλοι δέκα. Ἡ ἀστυνομία ἀνεκάλυψεν ὅτι μία τράπεζα ἐχρησιμοποιεῖτο ὡς ἕδρα τῶν κομμουνιστῶν.: [592, 112, 770, 184]
council-subtitle-3: Ἐνισχύεται τὸ ταμεῖον τῆς μητροπόλεως: [851, 1583, 1260, 1638]
gold-price-table: [35, 889, 202, 967]
fair-body: Τὸ ὑπουργεῖον Ἐμπορίου ἀνακοινώνει ὅτι ἐπιχειρήσεις ἐπιθυμοῦσαι νὰ ἀποστείλουν ἐκθέματα εἰς διεθνεῖς ἐκθέσεις δύνανται νὰ ὑποβάλουν αἴτησιν.: [592, 1065, 770, 1103]
divider: [1341, 358, 1562, 359]
leukemia-headline: ΑΝΑΚΑΛΥΨΙΣ ΑΜΕΡΙΚΑΝΟΥ ΕΠΙΣΤΗΜΟΝΟΣ ΒΟΗΘΕΙ ΜΕΓΑΛΩΣ ΕΙΣ ΤΑΣ ΕΡΕΥΝΑΣ ΠΡΟΣ ΚΑΤΑΠΟΛΕΜΗΣΙΝ ΤΗΣ ΛΕΥΧΑΙΜΙΑΣ: [226, 739, 567, 795]
